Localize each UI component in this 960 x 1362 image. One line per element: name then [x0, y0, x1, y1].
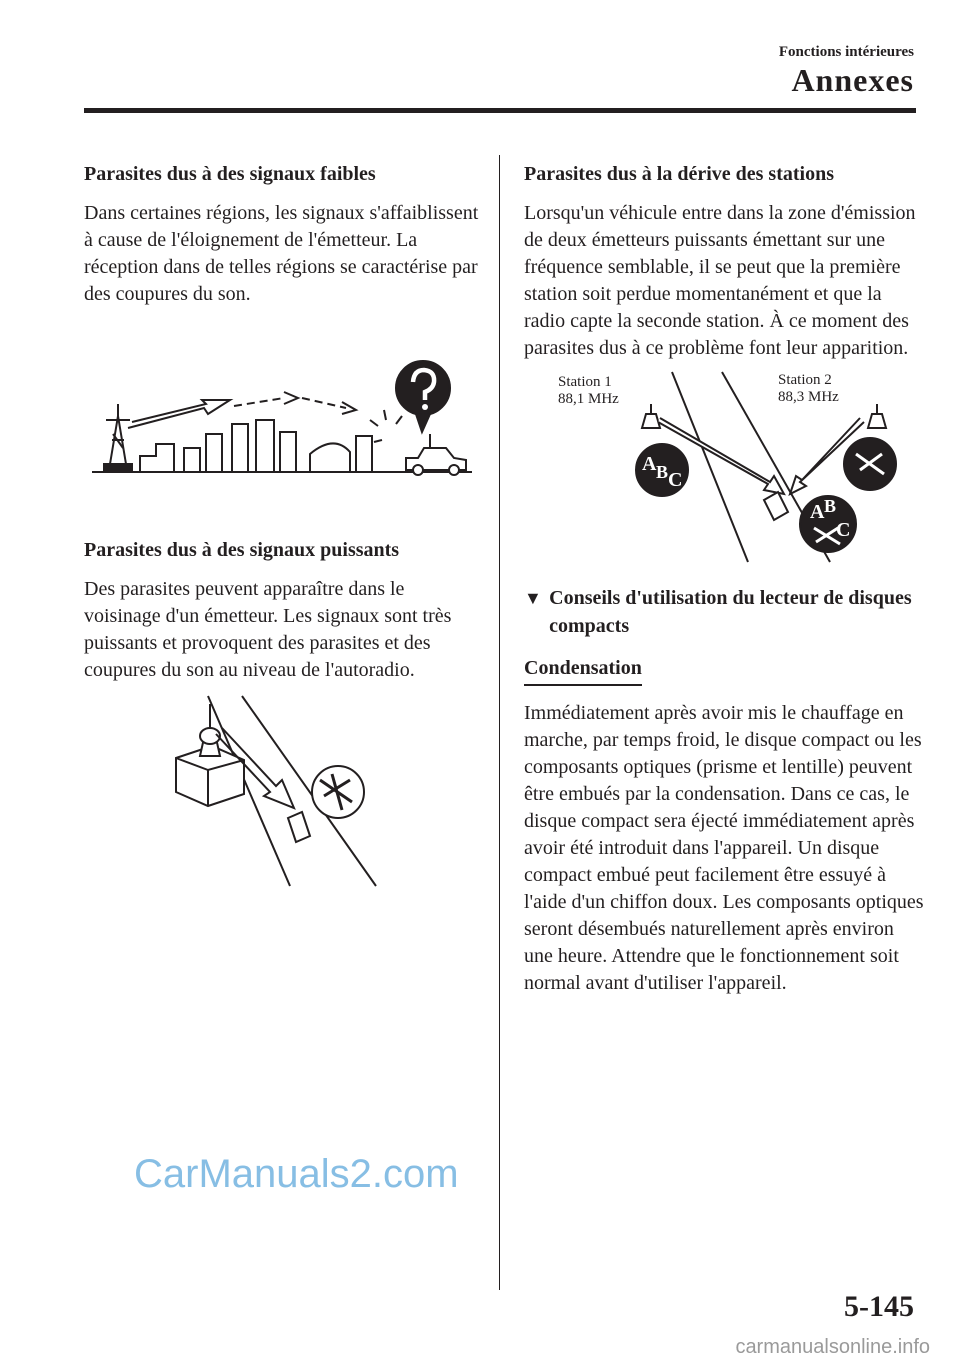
weak-signal-illustration [84, 344, 480, 504]
triangle-marker-icon: ▼ [524, 588, 542, 608]
left-column [84, 160, 480, 888]
watermark-logo: CarManuals2.com [134, 1152, 459, 1196]
right-column [524, 160, 924, 997]
page-number: 5-145 [844, 1290, 914, 1323]
station-1-frequency: 88,1 MHz [558, 391, 619, 407]
strong-signal-heading: Parasites dus à des signaux puissants [84, 539, 400, 561]
condensation-subheading: Condensation [524, 654, 642, 686]
station-drift-illustration [524, 366, 920, 566]
footer-site-link[interactable]: carmanualsonline.info [735, 1336, 930, 1358]
station-drift-heading: Parasites dus à la dérive des stations [524, 163, 834, 185]
cd-tips-heading [524, 584, 924, 640]
cd-tips-heading-text: Conseils d'utilisation du lecteur de disques compacts [549, 587, 912, 637]
condensation-text: Immédiatement après avoir mis le chauffage en marche, par temps froid, le disque compact ou les composants optiques (prisme et lentille) peuvent être embués par la condensation. Dans ce cas, le disque compact sera éjecté immédiatement après avoir été introduit dans l'appareil. Un disque compact embué peut facilement être essuyé à l'aide d'un chiffon doux. Les composants optiques seront désembués naturellement après environ une heure. Attendre que le fonctionnement soit normal avant d'utiliser l'appareil. [524, 702, 924, 994]
header-rule [84, 108, 916, 113]
weak-signal-text: Dans certaines régions, les signaux s'affaiblissent à cause de l'éloignement de l'émetteur. La réception dans de telles régions se caractérise par des coupures du son. [84, 202, 479, 305]
strong-signal-text: Des parasites peuvent apparaître dans le voisinage d'un émetteur. Les signaux sont très puissants et provoquent des parasites et des coupures du son au niveau de l'autoradio. [84, 578, 452, 681]
column-divider [499, 155, 500, 1290]
svg-text:B: B [656, 462, 669, 482]
station-1-name: Station 1 [558, 374, 612, 390]
station-drift-text: Lorsqu'un véhicule entre dans la zone d'émission de deux émetteurs puissants émettant sur une fréquence semblable, il se peut que la première station soit perdue momentanément et que la radio capte la seconde station. À ce moment des parasites dus à ce problème font leur apparition. [524, 202, 916, 359]
svg-text:C: C [836, 519, 851, 541]
page-title: Annexes [791, 62, 914, 98]
svg-text:A: A [642, 453, 657, 475]
station-2-frequency: 88,3 MHz [778, 389, 839, 405]
header-section: Fonctions intérieures [778, 44, 914, 60]
weak-signal-heading: Parasites dus à des signaux faibles [84, 163, 376, 185]
svg-text:B: B [824, 496, 837, 516]
svg-text:C: C [668, 469, 683, 491]
svg-text:A: A [810, 501, 825, 523]
strong-signal-illustration [84, 688, 480, 888]
station-2-name: Station 2 [778, 372, 832, 388]
